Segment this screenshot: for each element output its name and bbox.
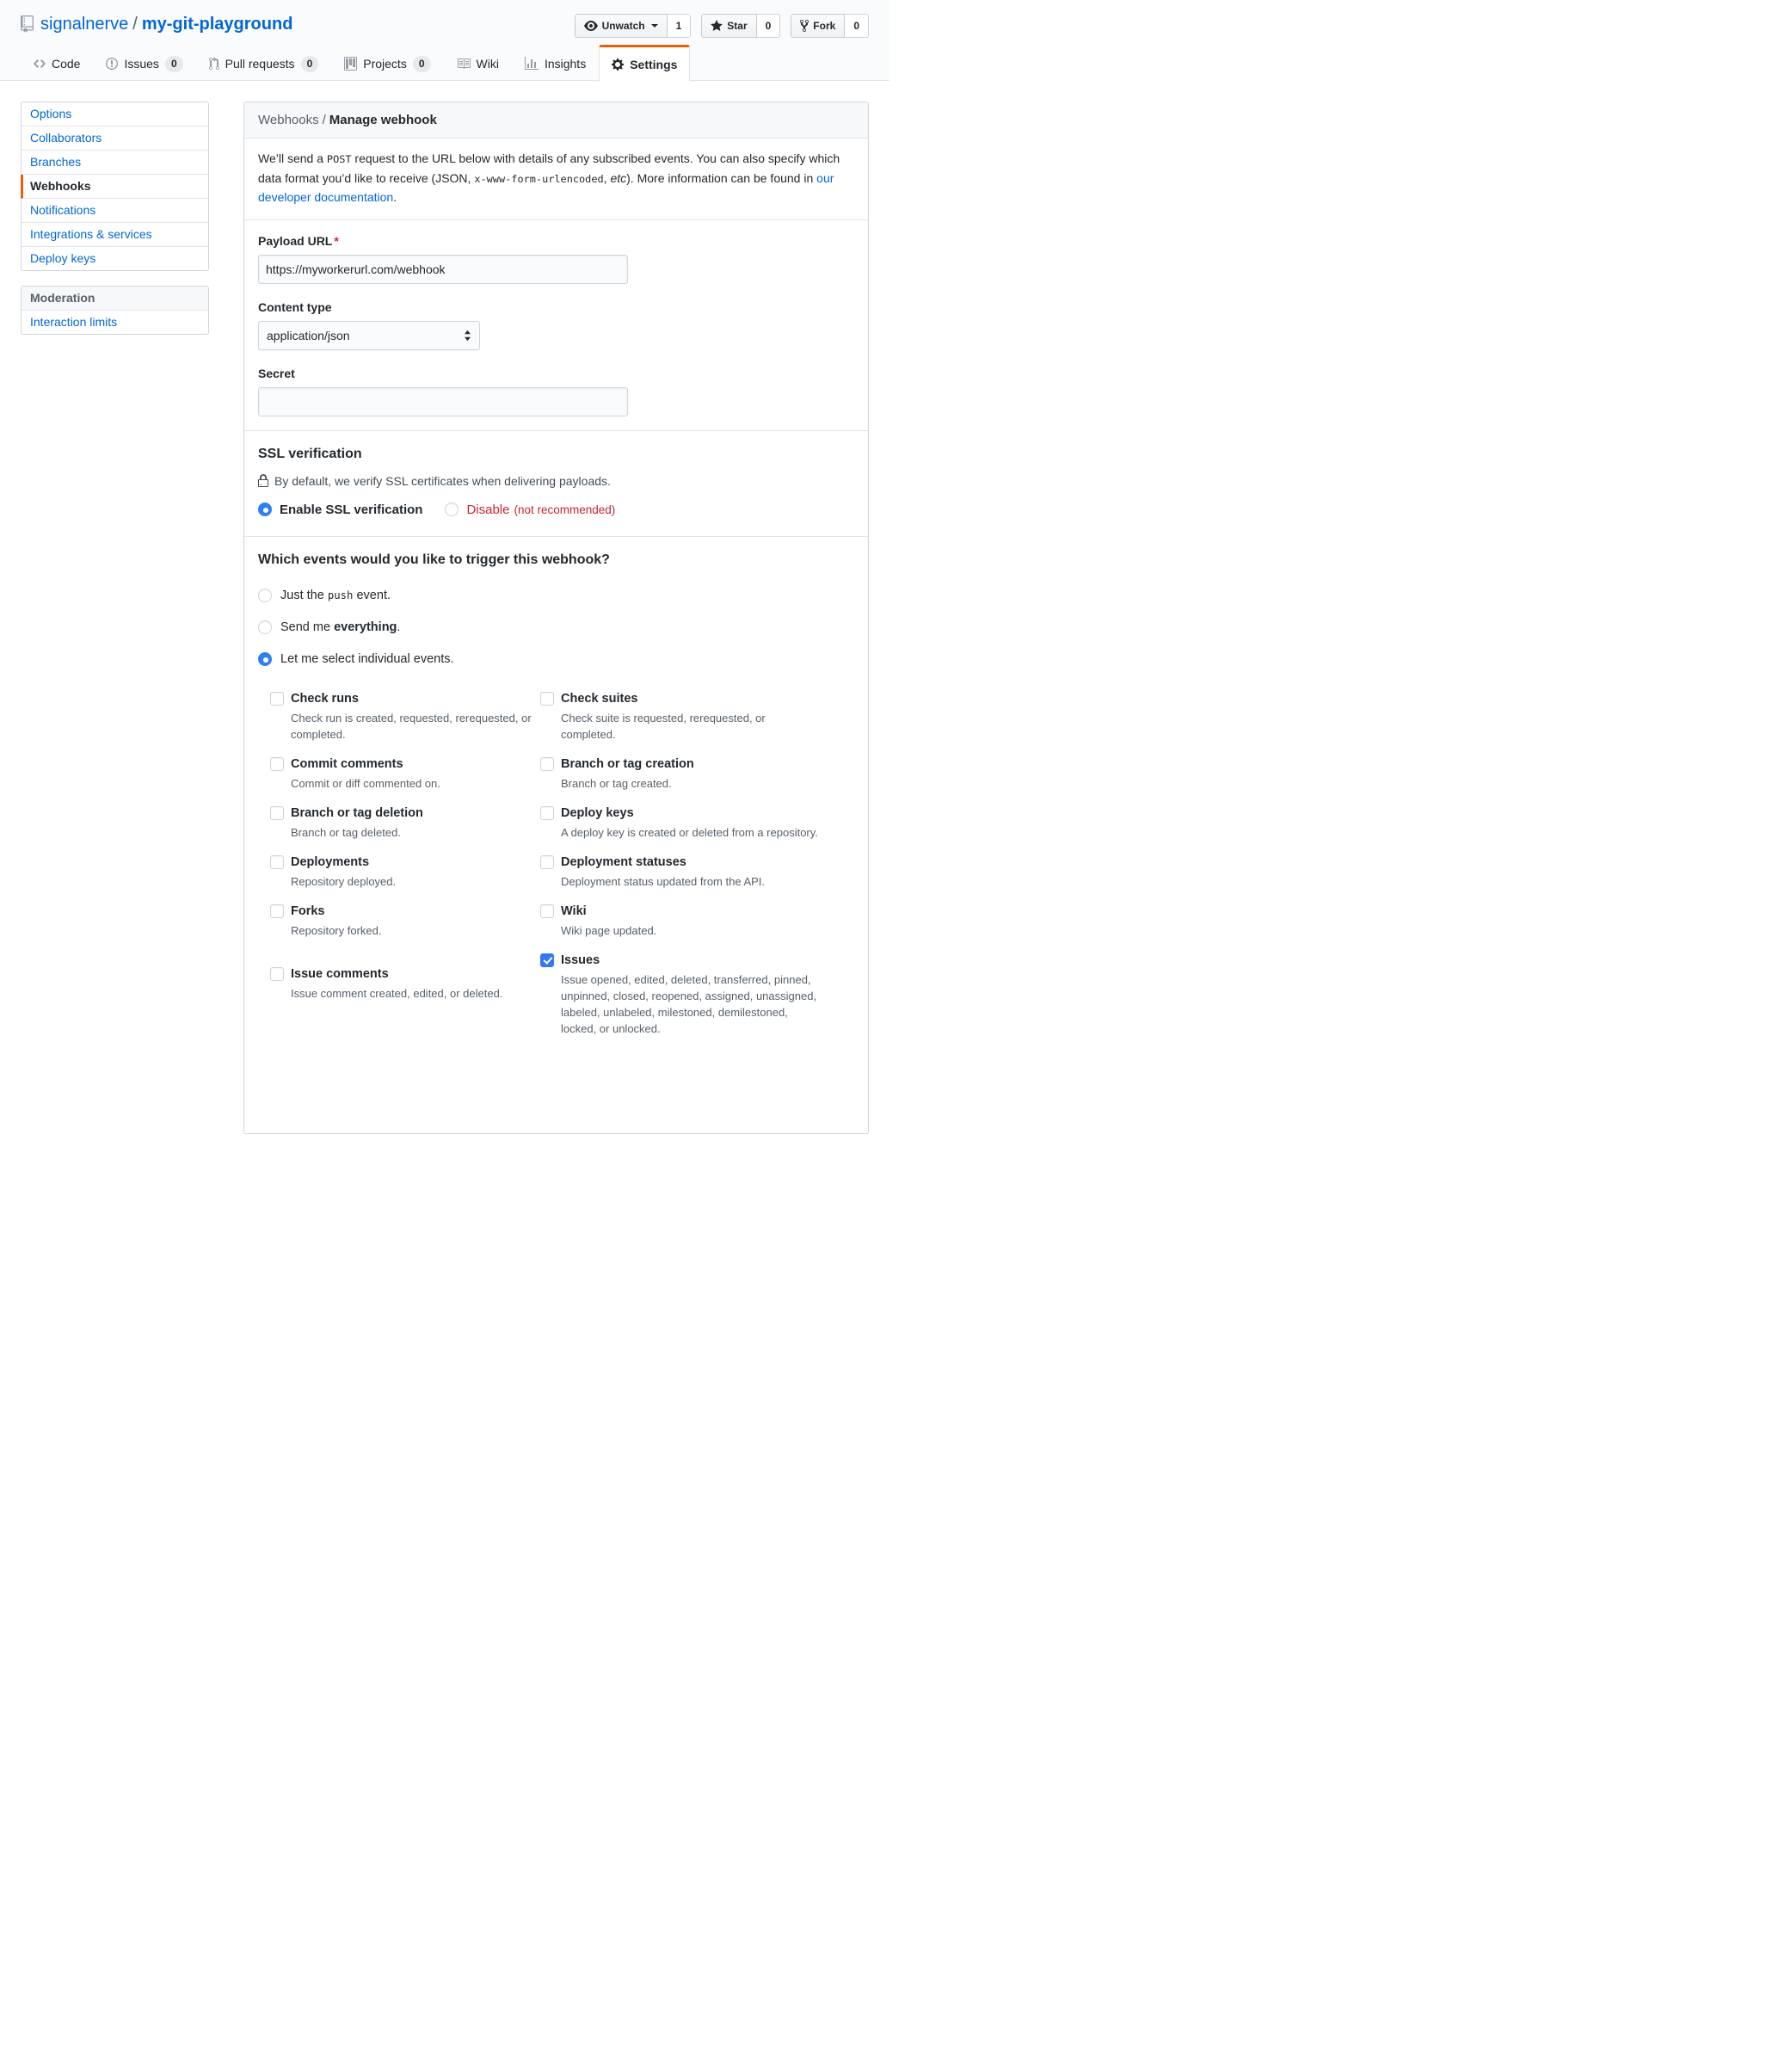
tab-projects[interactable]: Projects 0 bbox=[331, 45, 443, 80]
payload-url-input[interactable] bbox=[258, 255, 628, 284]
star-icon bbox=[711, 19, 723, 33]
moderation-menu bbox=[21, 286, 209, 335]
projects-counter: 0 bbox=[413, 56, 431, 72]
event-check-suites: Check suites Check suite is requested, rerequested, or completed. bbox=[540, 690, 819, 743]
issue-opened-icon bbox=[106, 57, 118, 71]
eye-icon bbox=[584, 19, 598, 33]
payload-url-group bbox=[258, 232, 854, 284]
radio-row-everything bbox=[258, 619, 854, 636]
secret-group bbox=[258, 365, 854, 416]
branch-tag-deletion-checkbox[interactable] bbox=[270, 806, 284, 820]
repo-name-link[interactable]: my-git-playground bbox=[141, 15, 293, 34]
enable-ssl-radio[interactable] bbox=[258, 503, 272, 516]
individual-events-radio[interactable] bbox=[258, 652, 272, 666]
page-title: Manage webhook bbox=[329, 113, 437, 127]
sidebar-item-collaborators[interactable]: Collaborators bbox=[22, 126, 208, 151]
repo-separator: / bbox=[132, 15, 138, 34]
tab-pull-requests[interactable]: Pull requests 0 bbox=[196, 45, 332, 80]
tab-issues[interactable]: Issues 0 bbox=[93, 45, 195, 80]
event-deployment-statuses: Deployment statuses Deployment status updated from the API. bbox=[540, 854, 819, 890]
everything-radio[interactable] bbox=[258, 620, 272, 634]
check-suites-checkbox[interactable] bbox=[540, 692, 554, 706]
disable-ssl-note: (not recommended) bbox=[514, 503, 616, 516]
project-icon bbox=[344, 57, 357, 71]
payload-url-label: Payload URL * bbox=[258, 233, 339, 248]
content-type-value: application/json bbox=[267, 328, 350, 342]
event-deployments: Deployments Repository deployed. bbox=[270, 854, 540, 890]
caret-down-icon bbox=[651, 24, 658, 31]
just-push-label[interactable]: Just the push event. bbox=[280, 588, 391, 602]
manage-webhook-panel bbox=[243, 102, 869, 1134]
disable-ssl-radio[interactable] bbox=[445, 503, 459, 516]
required-asterisk: * bbox=[334, 233, 339, 248]
stars-count[interactable]: 0 bbox=[757, 14, 781, 38]
repo-icon bbox=[21, 15, 34, 33]
sidebar-item-notifications[interactable]: Notifications bbox=[22, 199, 208, 223]
tab-wiki[interactable]: Wiki bbox=[444, 45, 512, 80]
event-issues: Issues Issue opened, edited, deleted, transferred, pinned, unpinned, closed, reopened, assigned, unassigned, labeled, unlabeled, milestoned, demilestoned, locked, or unlocked. bbox=[540, 952, 819, 1037]
watch-button-group bbox=[575, 14, 692, 38]
radio-row-just-push bbox=[258, 587, 854, 604]
repo-owner-link[interactable]: signalnerve bbox=[40, 15, 129, 34]
sidebar-item-interaction-limits[interactable]: Interaction limits bbox=[30, 315, 118, 329]
pull-requests-counter: 0 bbox=[301, 56, 319, 72]
commit-comments-checkbox[interactable] bbox=[270, 757, 284, 771]
disable-ssl-label[interactable]: Disable bbox=[466, 502, 510, 517]
moderation-menu-header: Moderation bbox=[22, 287, 208, 311]
events-section bbox=[244, 537, 868, 1101]
events-heading: Which events would you like to trigger this webhook? bbox=[258, 552, 610, 567]
repo-actions bbox=[575, 12, 869, 38]
wiki-checkbox[interactable] bbox=[540, 904, 554, 918]
push-code: push bbox=[327, 589, 354, 601]
sidebar-item-webhooks[interactable]: Webhooks bbox=[21, 175, 208, 199]
git-pull-request-icon bbox=[209, 57, 219, 71]
graph-icon bbox=[525, 57, 539, 71]
developer-documentation-link[interactable]: our developer documentation bbox=[258, 170, 834, 204]
ssl-heading: SSL verification bbox=[258, 446, 362, 461]
issues-checkbox[interactable] bbox=[540, 953, 554, 967]
event-checkbox-grid bbox=[258, 690, 854, 1050]
event-column-right bbox=[540, 690, 819, 1050]
deployment-statuses-checkbox[interactable] bbox=[540, 855, 554, 869]
secret-label: Secret bbox=[258, 366, 295, 380]
sidebar-item-branches[interactable]: Branches bbox=[22, 151, 208, 175]
settings-menu bbox=[21, 102, 209, 271]
deploy-keys-checkbox[interactable] bbox=[540, 806, 554, 820]
content-type-select[interactable] bbox=[258, 321, 480, 350]
sidebar-item-deploy-keys[interactable]: Deploy keys bbox=[30, 251, 96, 265]
check-runs-checkbox[interactable] bbox=[270, 692, 284, 706]
issue-comments-checkbox[interactable] bbox=[270, 967, 284, 981]
urlencoded-code: x-www-form-urlencoded bbox=[474, 172, 604, 185]
event-check-runs: Check runs Check run is created, requested, rerequested, or completed. bbox=[270, 690, 540, 743]
event-deploy-keys: Deploy keys A deploy key is created or deleted from a repository. bbox=[540, 805, 819, 841]
event-issue-comments: Issue comments Issue comment created, edited, or deleted. bbox=[270, 965, 540, 1002]
ssl-verification-section bbox=[244, 431, 868, 537]
book-icon bbox=[457, 57, 471, 71]
page-header bbox=[0, 0, 890, 81]
repo-forked-icon bbox=[800, 19, 809, 33]
post-code: POST bbox=[326, 153, 352, 165]
select-caret-icon bbox=[464, 330, 471, 342]
gear-icon bbox=[612, 58, 624, 71]
individual-events-label[interactable]: Let me select individual events. bbox=[280, 651, 454, 666]
event-branch-tag-creation: Branch or tag creation Branch or tag created. bbox=[540, 755, 819, 792]
star-button[interactable]: Star bbox=[701, 14, 756, 38]
event-wiki: Wiki Wiki page updated. bbox=[540, 903, 819, 939]
webhook-intro: We’ll send a POST request to the URL below with details of any subscribed events. You can also specify which data format you’d like to receive (JSON, x-www-form-urlencoded, etc). More information can be found in our developer documentation. bbox=[244, 139, 868, 220]
deployments-checkbox[interactable] bbox=[270, 855, 284, 869]
sidebar-item-integrations-services[interactable]: Integrations & services bbox=[22, 223, 208, 247]
event-forks: Forks Repository forked. bbox=[270, 903, 540, 939]
tab-settings[interactable]: Settings bbox=[599, 45, 690, 81]
breadcrumb-webhooks-link[interactable]: Webhooks bbox=[258, 113, 319, 127]
lock-icon bbox=[258, 474, 268, 488]
content-type-group bbox=[258, 299, 854, 350]
ssl-radio-row bbox=[258, 503, 854, 517]
fork-button-group bbox=[791, 14, 869, 38]
event-column-left bbox=[270, 690, 540, 1050]
settings-sidebar bbox=[21, 102, 209, 335]
radio-row-individual-events bbox=[258, 651, 854, 668]
forks-count[interactable]: 0 bbox=[845, 14, 869, 38]
star-button-group bbox=[701, 14, 780, 38]
issues-counter: 0 bbox=[165, 56, 183, 72]
repo-nav bbox=[0, 45, 890, 80]
breadcrumb-divider: / bbox=[322, 113, 326, 127]
enable-ssl-label[interactable]: Enable SSL verification bbox=[280, 502, 423, 517]
just-push-radio[interactable] bbox=[258, 589, 272, 602]
breadcrumb bbox=[244, 102, 868, 139]
forks-checkbox[interactable] bbox=[270, 904, 284, 918]
ssl-note: By default, we verify SSL certificates when delivering payloads. bbox=[258, 472, 854, 490]
tab-code[interactable]: Code bbox=[21, 45, 93, 80]
content-type-label: Content type bbox=[258, 299, 332, 314]
fork-button[interactable]: Fork bbox=[791, 14, 845, 38]
code-icon bbox=[34, 57, 46, 71]
event-commit-comments: Commit comments Commit or diff commented on. bbox=[270, 755, 540, 792]
watchers-count[interactable]: 1 bbox=[668, 14, 692, 38]
unwatch-button[interactable]: Unwatch bbox=[575, 14, 668, 38]
sidebar-item-options[interactable]: Options bbox=[22, 102, 208, 126]
webhook-form bbox=[244, 220, 868, 431]
repo-title bbox=[21, 12, 292, 36]
branch-tag-creation-checkbox[interactable] bbox=[540, 757, 554, 771]
everything-label[interactable]: Send me everything. bbox=[280, 620, 401, 634]
tab-insights[interactable]: Insights bbox=[512, 45, 599, 80]
secret-input[interactable] bbox=[258, 387, 628, 416]
event-branch-tag-deletion: Branch or tag deletion Branch or tag deleted. bbox=[270, 805, 540, 841]
